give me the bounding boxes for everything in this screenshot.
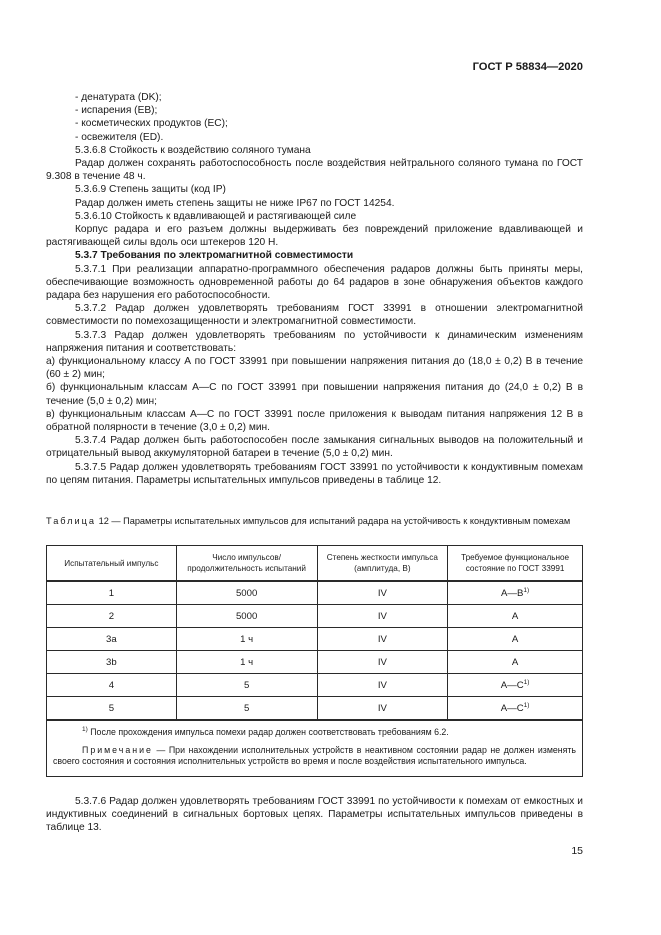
page-number: 15 xyxy=(571,845,583,857)
cell-pulse: 1 xyxy=(47,581,177,605)
cell-count: 1 ч xyxy=(176,651,317,674)
paragraph: 5.3.7.2 Радар должен удовлетворять требованиям ГОСТ 33991 в отношении электромагнитной совместимости по помехозащищенности и электромагнитной совместимости. xyxy=(46,303,583,328)
document-header: ГОСТ Р 58834—2020 xyxy=(472,61,583,73)
footnote-ref: 1) xyxy=(523,701,530,709)
cell-severity: IV xyxy=(317,674,448,697)
column-header: Испытательный импульс xyxy=(47,546,177,582)
cell-pulse: 5 xyxy=(47,697,177,721)
state-value: А—С xyxy=(500,702,524,714)
table-caption-text: 12 — Параметры испытательных импульсов для испытаний радара на устойчивость к кондуктивным помехам xyxy=(98,516,571,526)
section-heading: 5.3.6.10 Стойкость к вдавливающей и растягивающей силе xyxy=(75,210,357,222)
list-item: - косметических продуктов (EC); xyxy=(75,118,228,130)
table-row xyxy=(47,581,583,605)
column-header: Требуемое функциональное состояние по ГОСТ 33991 xyxy=(448,546,583,582)
paragraph: 5.3.7.1 При реализации аппаратно-программного обеспечения радаров должны быть приняты меры, обеспечивающие возможность одновременной работы до 64 радаров в зоне обнаружения объектов каждого радара без нарушения его работоспособности. xyxy=(46,263,583,302)
paragraph: Радар должен сохранять работоспособность после воздействия нейтрального соляного тумана по ГОСТ 9.308 в течение 48 ч. xyxy=(46,158,583,183)
cell-state xyxy=(448,697,583,721)
cell-severity: IV xyxy=(317,605,448,628)
table-row xyxy=(47,697,583,721)
state-value: А xyxy=(511,633,519,645)
section-heading: 5.3.6.8 Стойкость к воздействию соляного тумана xyxy=(75,144,311,156)
table-row xyxy=(47,605,583,628)
note-text: — При нахождении исполнительных устройств в неактивном состоянии радар не должен изменять своего состояния и состояния исполнительных устройств во время и после воздействия испытательного импульса. xyxy=(53,744,576,766)
cell-state xyxy=(448,628,583,651)
list-item: - освежителя (ED). xyxy=(75,131,164,143)
column-header: Число импульсов/ продолжительность испытаний xyxy=(176,546,317,582)
cell-pulse: 4 xyxy=(47,674,177,697)
paragraph: 5.3.7.5 Радар должен удовлетворять требованиям ГОСТ 33991 по устойчивости к кондуктивным помехам по цепям питания. Параметры испытательных импульсов приведены в таблице 12. xyxy=(46,461,583,486)
paragraph: 5.3.7.3 Радар должен удовлетворять требованиям по устойчивости к динамическим изменениям напряжения питания и соответствовать: xyxy=(46,329,583,354)
table-notes xyxy=(47,720,583,776)
cell-count: 5000 xyxy=(176,605,317,628)
table-footnote xyxy=(53,727,576,739)
cell-severity: IV xyxy=(317,697,448,721)
paragraph: 5.3.7.6 Радар должен удовлетворять требованиям ГОСТ 33991 по устойчивости к помехам от емкостных и индуктивных соединений в сигнальных бортовых цепях. Параметры испытательных импульсов приведены в таблице 13. xyxy=(46,796,583,834)
table-caption xyxy=(46,515,586,527)
paragraph: Корпус радара и его разъем должны выдерживать без повреждений приложение вдавливающей и растягивающей силы вдоль оси штекеров 120 Н. xyxy=(46,224,583,249)
paragraph: а) функциональному классу А по ГОСТ 33991 при повышении напряжения питания до (18,0 ± 0,2) В в течение (60 ± 2) мин; xyxy=(46,356,583,381)
note-label: Примечание xyxy=(82,744,153,755)
list-item: - испарения (EB); xyxy=(75,105,158,117)
list-item: - денатурата (DK); xyxy=(75,92,162,103)
cell-pulse: 2 xyxy=(47,605,177,628)
cell-severity: IV xyxy=(317,581,448,605)
footnote-ref: 1) xyxy=(523,586,530,594)
pulse-parameters-table xyxy=(46,545,583,777)
table-row xyxy=(47,628,583,651)
footnote-mark: 1) xyxy=(82,726,88,734)
footnote-ref: 1) xyxy=(523,678,530,686)
state-value: А xyxy=(511,610,519,622)
footnote-text: После прохождения импульса помехи радар должен соответствовать требованиям 6.2. xyxy=(90,727,449,737)
table-row xyxy=(47,651,583,674)
closing-text xyxy=(46,795,583,835)
paragraph: 5.3.7.4 Радар должен быть работоспособен после замыкания сигнальных выводов на положительный и отрицательный вывод аккумуляторной батареи в течение (5,0 ± 0,2) мин. xyxy=(46,435,583,460)
cell-count: 5000 xyxy=(176,581,317,605)
cell-count: 5 xyxy=(176,674,317,697)
cell-severity: IV xyxy=(317,628,448,651)
cell-pulse: 3a xyxy=(47,628,177,651)
cell-pulse: 3b xyxy=(47,651,177,674)
paragraph: б) функциональным классам А—С по ГОСТ 33991 при повышении напряжения питания до (24,0 ± 0,2) В в течение (5,0 ± 0,2) мин; xyxy=(46,382,583,407)
state-value: А—В xyxy=(501,587,524,599)
table-note xyxy=(53,745,576,768)
cell-count: 1 ч xyxy=(176,628,317,651)
cell-state xyxy=(448,605,583,628)
paragraph: Радар должен иметь степень защиты не ниже IP67 по ГОСТ 14254. xyxy=(75,197,395,209)
body-text xyxy=(46,91,583,487)
cell-state xyxy=(448,581,583,605)
cell-state xyxy=(448,674,583,697)
table-caption-label: Таблица xyxy=(46,516,97,526)
section-heading-bold: 5.3.7 Требования по электромагнитной совместимости xyxy=(75,250,354,262)
state-value: А—С xyxy=(500,679,524,691)
cell-severity: IV xyxy=(317,651,448,674)
state-value: А xyxy=(511,656,519,668)
table-row xyxy=(47,674,583,697)
cell-count: 5 xyxy=(176,697,317,721)
cell-state xyxy=(448,651,583,674)
section-heading: 5.3.6.9 Степень защиты (код IP) xyxy=(75,184,226,196)
paragraph: в) функциональным классам А—С по ГОСТ 33991 после приложения к выводам питания напряжения 12 В в обратной полярности в течение (3,0 ± 0,2) мин. xyxy=(46,408,583,434)
column-header: Степень жесткости импульса (амплитуда, В) xyxy=(317,546,448,582)
